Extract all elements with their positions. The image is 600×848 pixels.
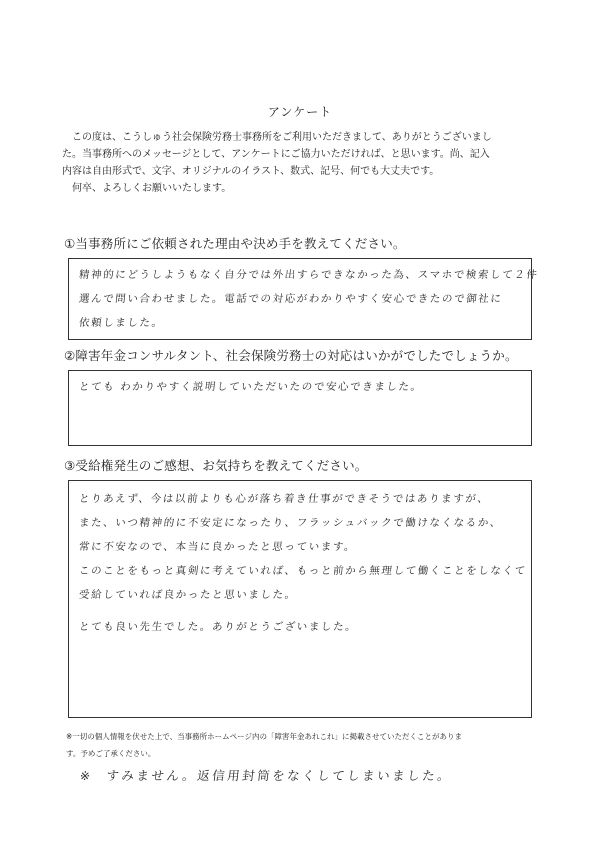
question-1-label: ①当事務所にご依頼された理由や決め手を教えてください。	[64, 236, 406, 251]
intro-line: 内容は自由形式で、文字、オリジナルのイラスト、数式、記号、何でも大丈夫です。	[62, 166, 440, 177]
answer-1-line: 依頼しました。	[78, 317, 165, 329]
answer-3-line: とても良い先生でした。ありがとうございました。	[78, 621, 358, 633]
answer-3-line: このことをもっと真剣に考えていれば、もっと前から無理して働くことをしなくて	[78, 565, 528, 577]
intro-text	[62, 129, 542, 197]
answer-box-3	[68, 480, 532, 718]
answer-1-line: 選んで問い合わせました。電話での対応がわかりやすく安心できたので御社に	[78, 293, 504, 305]
footnote-line: す。予めご了承ください。	[66, 749, 156, 758]
answer-3-line: また、いつ精神的に不安定になったり、フラッシュバックで働けなくなるか、	[78, 517, 503, 529]
postscript-text: すみません。返信用封筒をなくしてしまいました。	[105, 768, 454, 783]
footnote	[66, 728, 546, 762]
answer-2-line: とても わかりやすく説明していただいたので安心できました。	[78, 381, 424, 393]
answer-3-line: 常に不安なので、本当に良かったと思っています。	[78, 541, 357, 553]
reference-mark: ※	[79, 769, 94, 783]
answer-3-line: とりあえず、今は以前よりも心が落ち着き仕事ができそうではありますが、	[78, 493, 491, 505]
intro-line: この度は、こうしゅう社会保険労務士事務所をご利用いただきまして、ありがとうございまし	[72, 132, 492, 143]
answer-box-1	[68, 258, 540, 340]
handwritten-postscript	[79, 766, 453, 784]
question-3-label: ③受給権発生のご感想、お気持ちを教えてください。	[64, 458, 368, 473]
intro-line: た。当事務所へのメッセージとして、アンケートにご協力いただければ、と思います。尚、記入	[62, 149, 490, 160]
answer-box-2	[68, 370, 532, 446]
intro-line: 何卒、よろしくお願いいたします。	[72, 183, 232, 194]
question-2-label: ②障害年金コンサルタント、社会保険労務士の対応はいかがでしたでしょうか。	[64, 348, 518, 363]
footnote-line: ※一切の個人情報を伏せた上で、当事務所ホームページ内の「障害年金あれこれ」に掲載させていただくことがありま	[66, 732, 462, 741]
answer-1-line: 精神的にどうしようもなく自分では外出すらできなかった為、スマホで検索して２件	[78, 269, 540, 281]
answer-3-line: 受給していれば良かったと思いました。	[78, 589, 298, 601]
page-title: アンケート	[267, 105, 333, 119]
